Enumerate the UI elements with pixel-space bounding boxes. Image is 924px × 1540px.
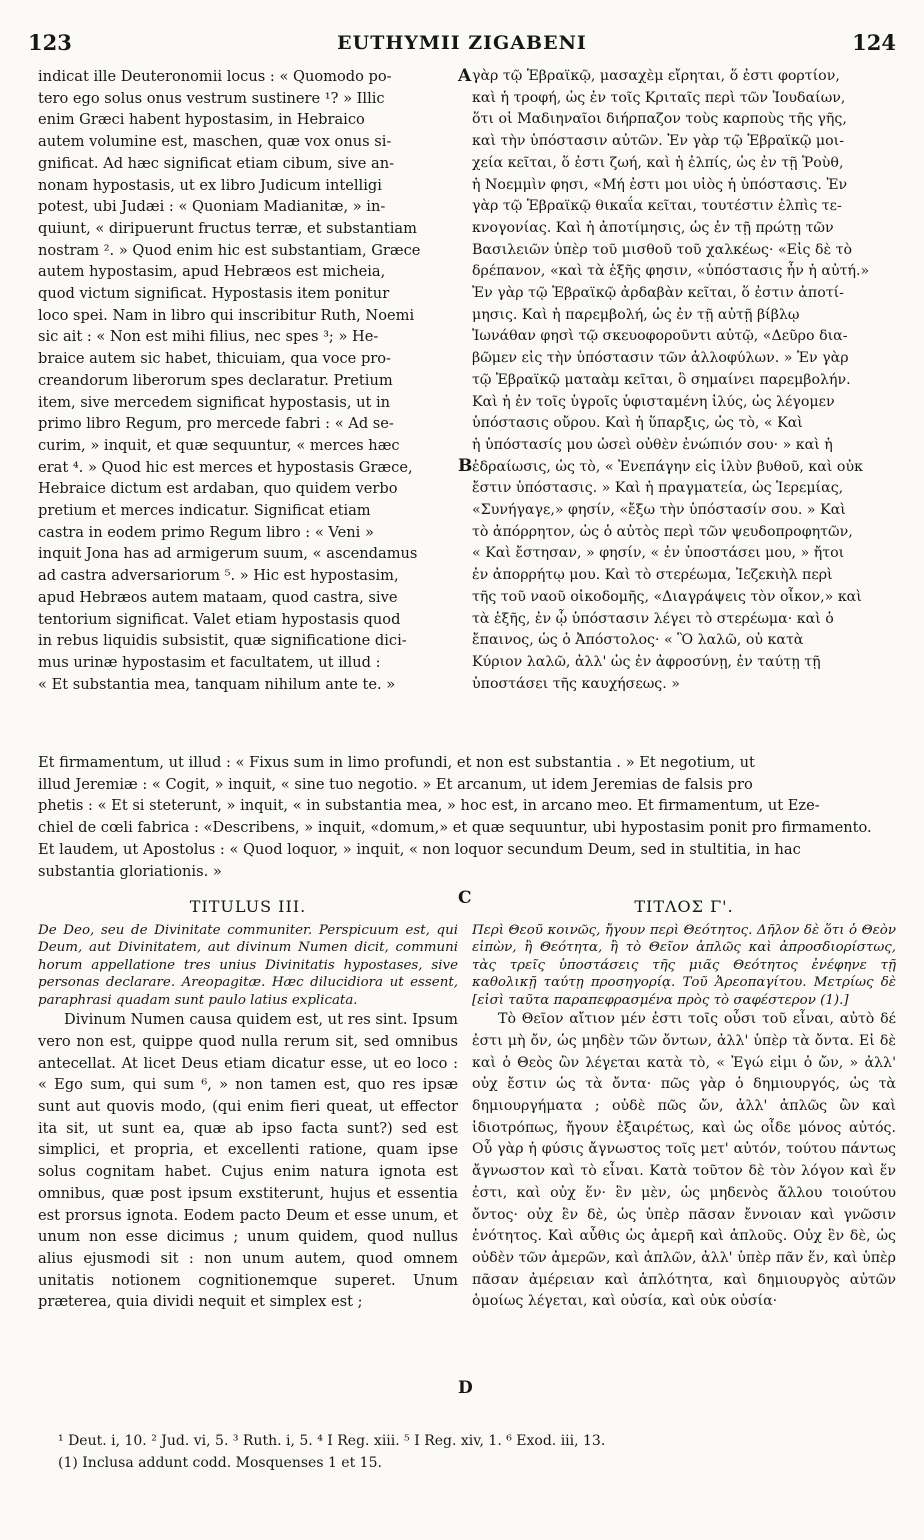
margin-marker-b: B xyxy=(458,456,473,476)
text-line: Et firmamentum, ut illud : « Fixus sum in limo profundi, et non est substantia . » Et negotium, ut xyxy=(38,754,755,771)
margin-marker-c: C xyxy=(458,888,472,908)
text-line: ἑδραίωσις, ὡς τὸ, « Ἐνεπάγην εἰς ἰλὺν βυθοῦ, καὶ οὐκ xyxy=(472,458,863,475)
text-line: potest, ubi Judæi : « Quoniam Madianitæ, » in- xyxy=(38,198,386,216)
page-number-left: 123 xyxy=(28,30,72,55)
section-body-latin: Divinum Numen causa quidem est, ut res sint. Ipsum vero non est, quippe quod nulla rerum sit, sed omnibus antecellat. At licet Deus etiam dicatur esse, ut eo loco : « Ego sum, qui sum ⁶, » non tamen est, quo res ipsæ sunt aut quovis modo, (qui enim fieri queat, ut effector ita sit, ut sunt ea, quæ ab ipso facta sunt?) sed est simplici, et propria, et excellenti ratione, quam ipse solus cognitam habet. Cujus enim natura ignota est omnibus, quæ post ipsum exstiterunt, hujus et essentia est prorsus ignota. Eodem pacto Deum et esse unum, et unum non esse dicimus ; unum quidem, quod nullus alius ejusmodi sit : non unum autem, quod omnem unitatis notionem cognitionemque superet. Unum præterea, quia dividi nequit et simplex est ; xyxy=(38,1011,458,1311)
text-line: δρέπανον, «καὶ τὰ ἑξῆς φησιν, «ὑπόστασις ἦν ἡ αὐτή.» xyxy=(472,263,870,280)
text-line: in rebus liquidis subsistit, quæ significatione dici- xyxy=(38,632,407,650)
text-line: gnificat. Ad hæc significat etiam cibum, sive an- xyxy=(38,154,395,172)
text-line: chiel de cœli fabrica : «Describens, » inquit, «domum,» et quæ sequuntur, ubi hypostasim ponit pro firmamento. xyxy=(38,819,872,837)
footnote-line: ¹ Deut. i, 10. ² Jud. vi, 5. ³ Ruth. i, 5. ⁴ I Reg. xiii. ⁵ I Reg. xiv, 1. ⁶ Exod. iii, 13. xyxy=(58,1433,606,1449)
text-line: ἔπαινος, ὡς ὁ Ἀπόστολος· « Ὃ λαλῶ, οὐ κατὰ xyxy=(472,632,804,649)
section-body-greek: Τὸ Θεῖον αἴτιον μέν ἐστι τοῖς οὖσι τοῦ εἶναι, αὐτὸ δέ ἐστι μὴ ὄν, ὡς μηδὲν τῶν ὄντων, ἀλλ' ὑπὲρ τὰ ὄντα. Εἰ δὲ καὶ ὁ Θεὸς ὢν λέγεται κατὰ τὸ, « Ἐγώ εἰμι ὁ ὤν, » ἀλλ' οὐχ ἔστιν ὡς τὰ ὄντα· πῶς γὰρ ὁ δημιουργός, ὡς τὰ δημιουργήματα ; οὐδὲ πῶς ὤν, ἀλλ' ἁπλῶς ὢν καὶ ἰδιοτρόπως, ἤγουν ἐξαιρέτως, καὶ ὡς οἶδε μόνος αὐτός. Οὗ γὰρ ἡ φύσις ἄγνωστος τοῖς μετ' αὐτόν, τούτου πάντως ἄγνωστον καὶ τὸ εἶναι. Κατὰ τοῦτον δὲ τὸν λόγον καὶ ἕν ἐστι, καὶ οὐχ ἕν· ἓν μὲν, ὡς μηδενὸς ἄλλου τοιούτου ὄντος· οὐχ ἓν δὲ, ὡς ὑπὲρ πᾶσαν ἔννοιαν καὶ γνῶσιν ἑνότητος. Καὶ αὖθις ὡς ἀμερῆ καὶ ἁπλοῦς. Οὐχ ἓν δὲ, ὡς οὐδὲν τῶν ἀμερῶν, καὶ ἁπλῶν, ἀλλ' ὑπὲρ πᾶν ἕν, καὶ ὑπὲρ πᾶσαν ἀμέρειαν καὶ ἁπλότητα, καὶ δημιουργὸς αὐτῶν ὁμοίως λέγεται, καὶ οὐσία, καὶ οὐκ οὐσία· xyxy=(472,1011,896,1310)
text-line: ἔστιν ὑπόστασις. » Καὶ ἡ πραγματεία, ὡς Ἱερεμίας, xyxy=(472,480,844,497)
text-line: tero ego solus onus vestrum sustinere ¹? » Illic xyxy=(38,89,385,107)
text-line: τῷ Ἑβραϊκῷ ματαὰμ κεῖται, ὃ σημαίνει παρεμβολήν. xyxy=(472,371,851,388)
text-line: substantia gloriationis. » xyxy=(38,862,222,880)
greek-column-bottom xyxy=(472,896,896,1313)
text-line: ἡ ὑπόστασίς μου ὡσεὶ οὐθὲν ἐνώπιόν σου· » καὶ ἡ xyxy=(472,436,833,453)
text-line: καὶ τὴν ὑπόστασιν αὐτῶν. Ἐν γὰρ τῷ Ἑβραϊκῷ μοι- xyxy=(472,133,845,150)
text-line: «Συνήγαγε,» φησίν, «ἔξω τὴν ὑπόστασίν σου. » Καὶ xyxy=(472,502,846,519)
greek-column-top xyxy=(472,66,896,695)
text-line: ὅτι οἱ Μαδιηναῖοι διήρπαζον τοὺς καρποὺς τῆς γῆς, xyxy=(472,111,847,128)
section-heading-latin: TITULUS III. xyxy=(189,897,307,916)
text-line: βῶμεν εἰς τὴν ὑπόστασιν τῶν ἀλλοφύλων. » Ἐν γὰρ xyxy=(472,350,849,367)
text-line: ὑποστάσει τῆς καυχήσεως. » xyxy=(472,675,680,692)
text-line: ὑπόστασις οὔρου. Καὶ ἡ ὕπαρξις, ὡς τὸ, « Καὶ xyxy=(472,415,803,432)
text-line: ἡ Νοεμμὶν φησι, «Μή ἐστι μοι υἱὸς ἡ ὑπόστασις. Ἐν xyxy=(472,176,848,193)
latin-full-width-continuation xyxy=(38,752,888,882)
latin-column-top xyxy=(38,66,458,695)
text-line: erat ⁴. » Quod hic est merces et hypostasis Græce, xyxy=(38,458,413,476)
text-line: τὸ ἀπόρρητον, ὡς ὁ αὐτὸς περὶ τῶν ψευδοπροφητῶν, xyxy=(472,523,853,540)
footnotes xyxy=(58,1430,878,1474)
text-line: phetis : « Et si steterunt, » inquit, « in substantia mea, » hoc est, in arcano meo. Et firmamentum, ut Eze- xyxy=(38,797,820,815)
text-line: pretium et merces indicatur. Significat etiam xyxy=(38,502,371,520)
margin-marker-a: A xyxy=(458,66,472,86)
margin-marker-d: D xyxy=(458,1378,473,1398)
text-line: sic ait : « Non est mihi filius, nec spes ³; » He- xyxy=(38,328,379,346)
section-heading-greek: ΤΙΤΛΟΣ Γ'. xyxy=(634,897,734,916)
text-line: Ἰωνάθαν φησὶ τῷ σκευοφοροῦντι αὐτῷ, «Δεῦρο δια- xyxy=(472,328,848,345)
text-line: illud Jeremiæ : « Cogit, » inquit, « sine tuo negotio. » Et arcanum, ut idem Jeremias de falsis pro xyxy=(38,775,753,793)
text-line: Κύριον λαλῶ, ἀλλ' ὡς ἐν ἀφροσύνῃ, ἐν ταύτῃ τῇ xyxy=(472,653,821,670)
text-line: curim, » inquit, et quæ sequuntur, « merces hæc xyxy=(38,436,400,454)
section-summary-latin: De Deo, seu de Divinitate communiter. Perspicuum est, qui Deum, aut Divinitatem, aut divinum Numen dicit, communi horum appellatione tres unius Divinitatis hypostases, sive personas declarare. Areopagitæ. Hæc dilucidiora ut essent, paraphrasi quadam sunt paulo latius explicata. xyxy=(38,922,458,1008)
text-line: indicat ille Deuteronomii locus : « Quomodo po- xyxy=(38,68,392,85)
text-line: « Et substantia mea, tanquam nihilum ante te. » xyxy=(38,675,396,693)
text-line: enim Græci habent hypostasim, in Hebraico xyxy=(38,111,365,129)
text-line: ad castra adversariorum ⁵. » Hic est hypostasim, xyxy=(38,567,399,585)
text-line: Et laudem, ut Apostolus : « Quod loquor, » inquit, « non loquor secundum Deum, sed in stultitia, in hac xyxy=(38,840,801,858)
running-title: EUTHYMII ZIGABENI xyxy=(337,32,587,54)
latin-column-bottom xyxy=(38,896,458,1313)
text-line: primo libro Regum, pro mercede fabri : « Ad se- xyxy=(38,415,394,433)
text-line: nostram ². » Quod enim hic est substantiam, Græce xyxy=(38,241,421,259)
text-line: καὶ ἡ τροφή, ὡς ἐν τοῖς Κριταῖς περὶ τῶν Ἰουδαίων, xyxy=(472,89,846,106)
section-summary-greek: Περὶ Θεοῦ κοινῶς, ἤγουν περὶ Θεότητος. Δῆλον δὲ ὅτι ὁ Θεὸν εἰπὼν, ἢ Θεότητα, ἢ τὸ Θεῖον ἁπλῶς καὶ ἀπροσδιορίστως, τὰς τρεῖς ὑποστάσεις τῆς μιᾶς Θεότητος ἐνέφηνε τῇ καθολικῇ ταύτῃ προσηγορίᾳ. Τοῦ Ἀρεοπαγίτου. Μετρίως δὲ [εἰσὶ ταῦτα παραπεφρασμένα πρὸς τὸ σαφέστερον (1).] xyxy=(472,922,896,1008)
text-line: Καὶ ἡ ἐν τοῖς ὑγροῖς ὑφισταμένη ἰλύς, ὡς λέγομεν xyxy=(472,393,835,410)
text-line: τὰ ἑξῆς, ἐν ᾧ ὑπόστασιν λέγει τὸ στερέωμα· καὶ ὁ xyxy=(472,610,834,627)
footnote-line: (1) Inclusa addunt codd. Mosquenses 1 et 15. xyxy=(58,1455,382,1471)
text-line: quiunt, « diripuerunt fructus terræ, et substantiam xyxy=(38,219,417,237)
text-line: quod victum significat. Hypostasis item ponitur xyxy=(38,285,390,303)
text-line: Hebraice dictum est ardaban, quo quidem verbo xyxy=(38,480,398,498)
text-line: Ἐν γὰρ τῷ Ἑβραϊκῷ ἀρδαβὰν κεῖται, ὅ ἐστιν ἀποτί- xyxy=(472,285,844,302)
page-number-right: 124 xyxy=(852,30,896,55)
text-line: apud Hebræos autem mataam, quod castra, sive xyxy=(38,588,398,606)
text-line: mus urinæ hypostasim et facultatem, ut illud : xyxy=(38,653,381,671)
text-line: loco spei. Nam in libro qui inscribitur Ruth, Noemi xyxy=(38,306,415,324)
text-line: creandorum liberorum spes declaratur. Pretium xyxy=(38,371,393,389)
page-header xyxy=(28,30,896,56)
text-line: μησις. Καὶ ἡ παρεμβολή, ὡς ἐν τῇ αὐτῇ βίβλῳ xyxy=(472,306,800,323)
text-line: braice autem sic habet, thicuiam, qua voce pro- xyxy=(38,350,391,368)
text-line: autem volumine est, maschen, quæ vox onus si- xyxy=(38,133,392,151)
text-line: κνογονίας. Καὶ ἡ ἀποτίμησις, ὡς ἐν τῇ πρώτῃ τῶν xyxy=(472,219,834,236)
text-line: ἐν ἀπορρήτῳ μου. Καὶ τὸ στερέωμα, Ἰεζεκιὴλ περὶ xyxy=(472,567,833,584)
text-line: γὰρ τῷ Ἑβραϊκῷ, μασαχὲμ εἴρηται, ὅ ἐστι φορτίον, xyxy=(472,68,840,84)
text-line: τῆς τοῦ ναοῦ οἰκοδομῆς, «Διαγράψεις τὸν οἶκον,» καὶ xyxy=(472,588,862,605)
text-line: Βασιλειῶν ὑπὲρ τοῦ μισθοῦ τοῦ χαλκέως· «Εἰς δὲ τὸ xyxy=(472,241,853,258)
text-line: χεία κεῖται, ὅ ἐστι ζωή, καὶ ἡ ἐλπίς, ὡς ἐν τῇ Ῥοὺθ, xyxy=(472,154,844,171)
text-line: tentorium significat. Valet etiam hypostasis quod xyxy=(38,610,401,628)
text-line: « Καὶ ἔστησαν, » φησίν, « ἐν ὑποστάσει μου, » ἤτοι xyxy=(472,545,845,562)
text-line: item, sive mercedem significat hypostasis, ut in xyxy=(38,393,391,411)
text-line: nonam hypostasis, ut ex libro Judicum intelligi xyxy=(38,176,382,194)
text-line: autem hypostasim, apud Hebræos est micheia, xyxy=(38,263,386,281)
text-line: inquit Jona has ad armigerum suum, « ascendamus xyxy=(38,545,418,563)
text-line: γὰρ τῷ Ἑβραϊκῷ θικαΐα κεῖται, τουτέστιν ἐλπὶς τε- xyxy=(472,198,842,215)
text-line: castra in eodem primo Regum libro : « Veni » xyxy=(38,523,374,541)
